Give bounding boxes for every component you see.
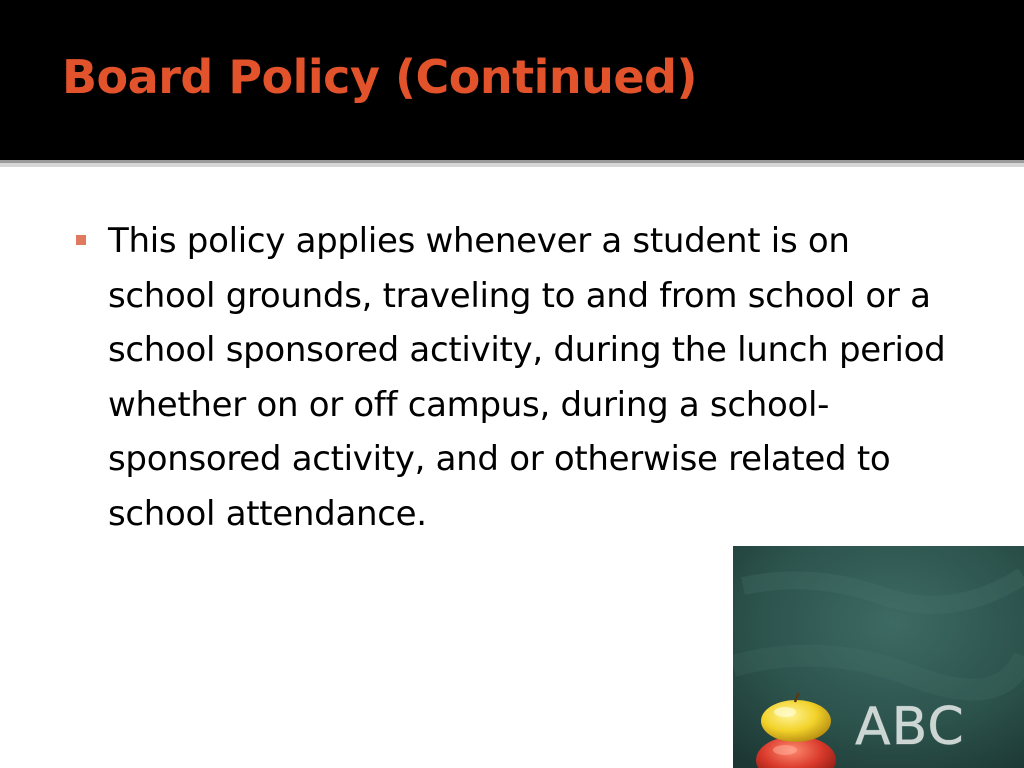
chalkboard-apple-image bbox=[733, 546, 1024, 768]
bullet-list bbox=[76, 214, 946, 541]
bullet-item bbox=[76, 214, 946, 541]
title-divider-highlight bbox=[0, 163, 1024, 167]
bullet-text: This policy applies whenever a student is on school grounds, traveling to and from school or a school sponsored activity, during the lunch period whether on or off campus, during a school-sponsored activity, and or otherwise related to school attendance. bbox=[108, 221, 946, 534]
chalkboard-illustration bbox=[733, 546, 1024, 768]
chalk-text: ABC bbox=[855, 697, 965, 757]
title-bar bbox=[0, 0, 1024, 160]
slide-title: Board Policy (Continued) bbox=[62, 50, 697, 104]
square-bullet-icon bbox=[76, 235, 86, 245]
